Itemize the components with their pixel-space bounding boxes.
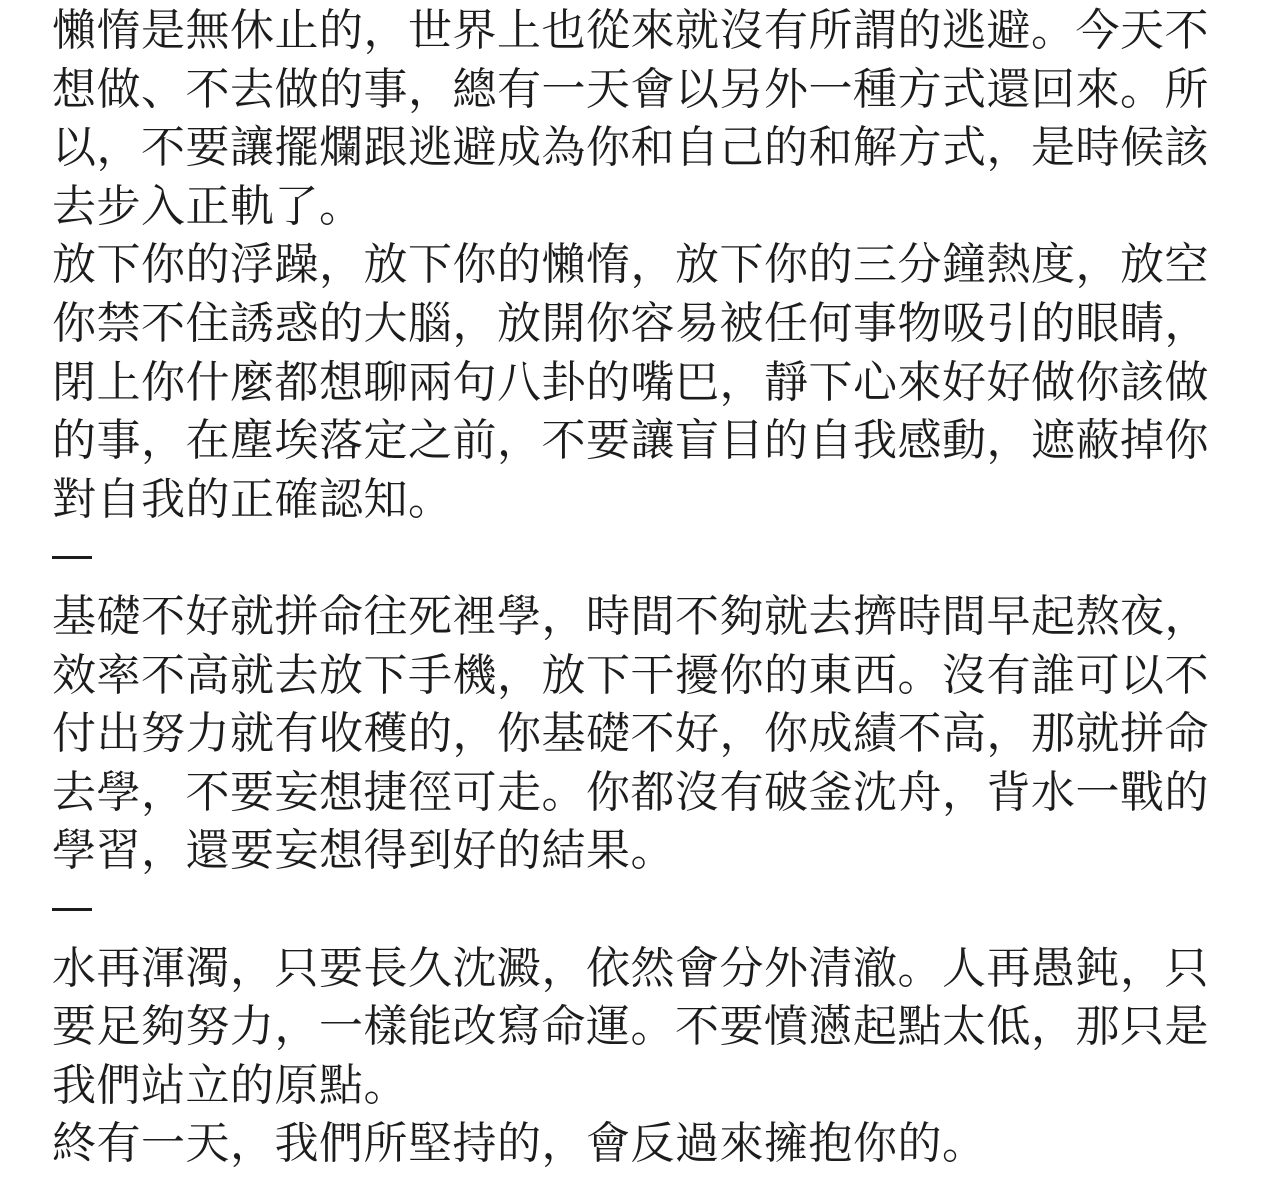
text-line: 基礎不好就拼命往死裡學，時間不夠就去擠時間早起熬夜，: [52, 590, 1209, 642]
text-line: 的事，在塵埃落定之前，不要讓盲目的自我感動，遮蔽掉你: [52, 415, 1209, 467]
paragraph-3: [52, 588, 1212, 881]
section-divider: [52, 881, 1212, 940]
text-line: 去學，不要妄想捷徑可走。你都沒有破釜沈舟，背水一戰的: [52, 766, 1209, 818]
text-line: 水再渾濁，只要長久沈澱，依然會分外清澈。人再愚鈍，只: [52, 942, 1209, 994]
section-divider: [52, 529, 1212, 588]
paragraph-1: [52, 2, 1212, 236]
text-line: 付出努力就有收穫的，你基礎不好，你成績不高，那就拼命: [52, 708, 1209, 760]
text-line: 效率不高就去放下手機，放下干擾你的東西。沒有誰可以不: [52, 649, 1209, 701]
text-line: 終有一天，我們所堅持的，會反過來擁抱你的。: [52, 1118, 987, 1170]
paragraph-2: [52, 236, 1212, 529]
text-line: 以，不要讓擺爛跟逃避成為你和自己的和解方式，是時候該: [52, 122, 1209, 174]
text-line: 學習，還要妄想得到好的結果。: [52, 825, 675, 877]
text-line: 你禁不住誘惑的大腦，放開你容易被任何事物吸引的眼睛，: [52, 297, 1209, 349]
paragraph-4: [52, 940, 1212, 1116]
text-line: 要足夠努力，一樣能改寫命運。不要憤懣起點太低，那只是: [52, 1001, 1209, 1053]
text-line: 對自我的正確認知。: [52, 473, 453, 525]
text-line: 放下你的浮躁，放下你的懶惰，放下你的三分鐘熱度，放空: [52, 239, 1209, 291]
post-body: [52, 2, 1212, 1174]
divider-dash: [52, 908, 92, 911]
text-line: 想做、不去做的事，總有一天會以另外一種方式還回來。所: [52, 63, 1209, 115]
text-line: 我們站立的原點。: [52, 1059, 408, 1111]
divider-dash: [52, 556, 92, 559]
text-line: 閉上你什麼都想聊兩句八卦的嘴巴，靜下心來好好做你該做: [52, 356, 1209, 408]
text-line: 懶惰是無休止的，世界上也從來就沒有所謂的逃避。今天不: [52, 5, 1209, 56]
text-line: 去步入正軌了。: [52, 180, 364, 232]
paragraph-5: [52, 1115, 1212, 1174]
